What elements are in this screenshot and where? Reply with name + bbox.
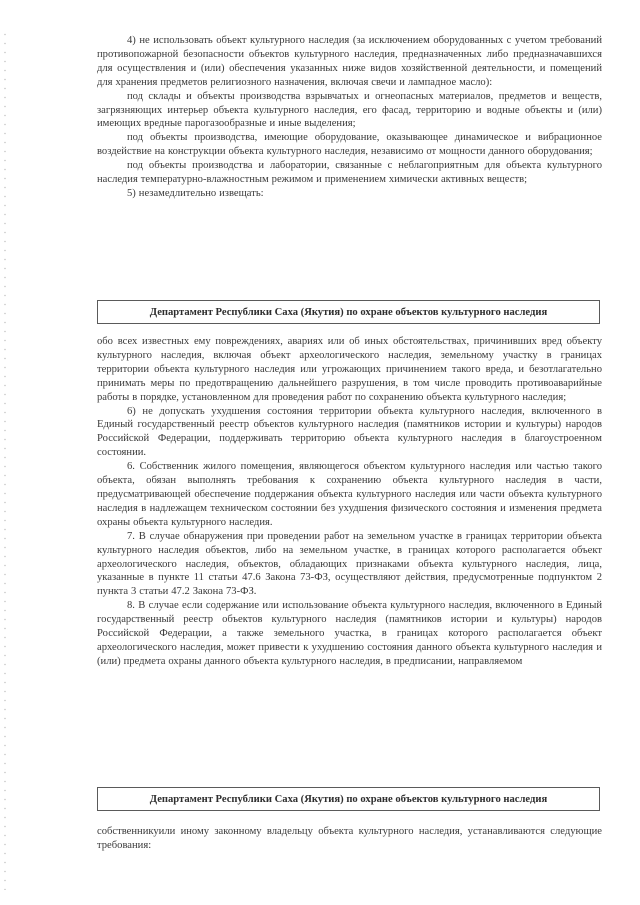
clause-5-continuation: обо всех известных ему повреждениях, авариях или об иных обстоятельствах, причинивших вред объекту культурного наследия, включая объект археологического наследия, земельному участку в границах территории объекта культурного наследия или угрожающих причинением такого вреда, и безотлагательно принимать меры по предотвращению дальнейшего разрушения, в том числе проводить противоаварийные работы в порядке, установленном для проведения работ по сохранению объекта культурного наследия; [97, 336, 602, 403]
paragraph-7: 7. В случае обнаружения при проведении работ на земельном участке в границах территории объекта культурного наследия объектов, либо на земельном участке, в границах которого располагается объект археологического наследия, объектов, обладающих признаками объекта культурного наследия, лица, указанные в пункте 11 статьи 47.6 Закона 73-ФЗ, осуществляют действия, предусмотренные подпунктом 2 пункта 3 статьи 47.2 Закона 73-ФЗ. [97, 530, 602, 598]
clause-4-item-laboratories: под объекты производства и лаборатории, связанные с неблагоприятным для объекта культурного наследия температурно-влажностным режимом и применением химически активных веществ; [97, 160, 602, 186]
paragraph-8: 8. В случае если содержание или использование объекта культурного наследия, включенного в Единый государственный реестр объектов культурного наследия (памятников истории и культуры) народов Российской Федерации, а также земельного участка, в границах которого располагается объект археологического наследия, может привести к ухудшению состояния данного объекта культурного наследия и (или) предмета охраны данного объекта культурного наследия, в предписании, направляемом [97, 600, 602, 667]
paragraph-8-continuation: собственникуили иному законному владельцу объекта культурного наследия, устанавливаются следующие требования: [97, 826, 602, 851]
clause-6: 6) не допускать ухудшения состояния территории объекта культурного наследия, включенного в Единый государственный реестр объектов культурного наследия (памятников истории и культуры) народов Российской Федерации, поддерживать территорию объекта культурного наследия в благоустроенном состоянии. [97, 405, 602, 459]
paragraph-6: 6. Собственник жилого помещения, являющегося объектом культурного наследия или частью такого объекта, обязан выполнять требования к сохранению объекта культурного наследия в части, предусматривающей обеспечение поддержания объекта культурного наследия или части объекта культурного наследия в надлежащем техническом состоянии без ухудшения физического состояния и изменения предмета охраны объекта культурного наследия. [97, 461, 602, 528]
obligations-section-3 [97, 825, 602, 853]
obligations-section-1 [97, 34, 602, 201]
obligations-section-2 [97, 335, 602, 669]
clause-4: 4) не использовать объект культурного наследия (за исключением оборудованных с учетом требований противопожарной безопасности объектов культурного наследия, предназначенных либо предназначавшихся для осуществления и (или) обеспечения указанных ниже видов хозяйственной деятельности, и помещений для хранения предметов религиозного назначения, включая свечи и лампадное масло): [97, 35, 602, 88]
department-heading-1: Департамент Республики Саха (Якутия) по охране объектов культурного наследия [97, 300, 600, 324]
scan-margin-artifact [4, 30, 6, 890]
clause-4-item-storage: под склады и объекты производства взрывчатых и огнеопасных материалов, предметов и веществ, загрязняющих интерьер объекта культурного наследия, его фасад, территорию и водные объекты и (или) имеющих вредные парогазообразные и иные выделения; [97, 90, 602, 130]
clause-4-item-vibration: под объекты производства, имеющие оборудование, оказывающее динамическое и вибрационное воздействие на конструкции объекта культурного наследия, независимо от мощности данного оборудования; [97, 132, 602, 158]
clause-5: 5) незамедлительно извещать: [127, 187, 264, 199]
department-heading-2: Департамент Республики Саха (Якутия) по охране объектов культурного наследия [97, 787, 600, 811]
